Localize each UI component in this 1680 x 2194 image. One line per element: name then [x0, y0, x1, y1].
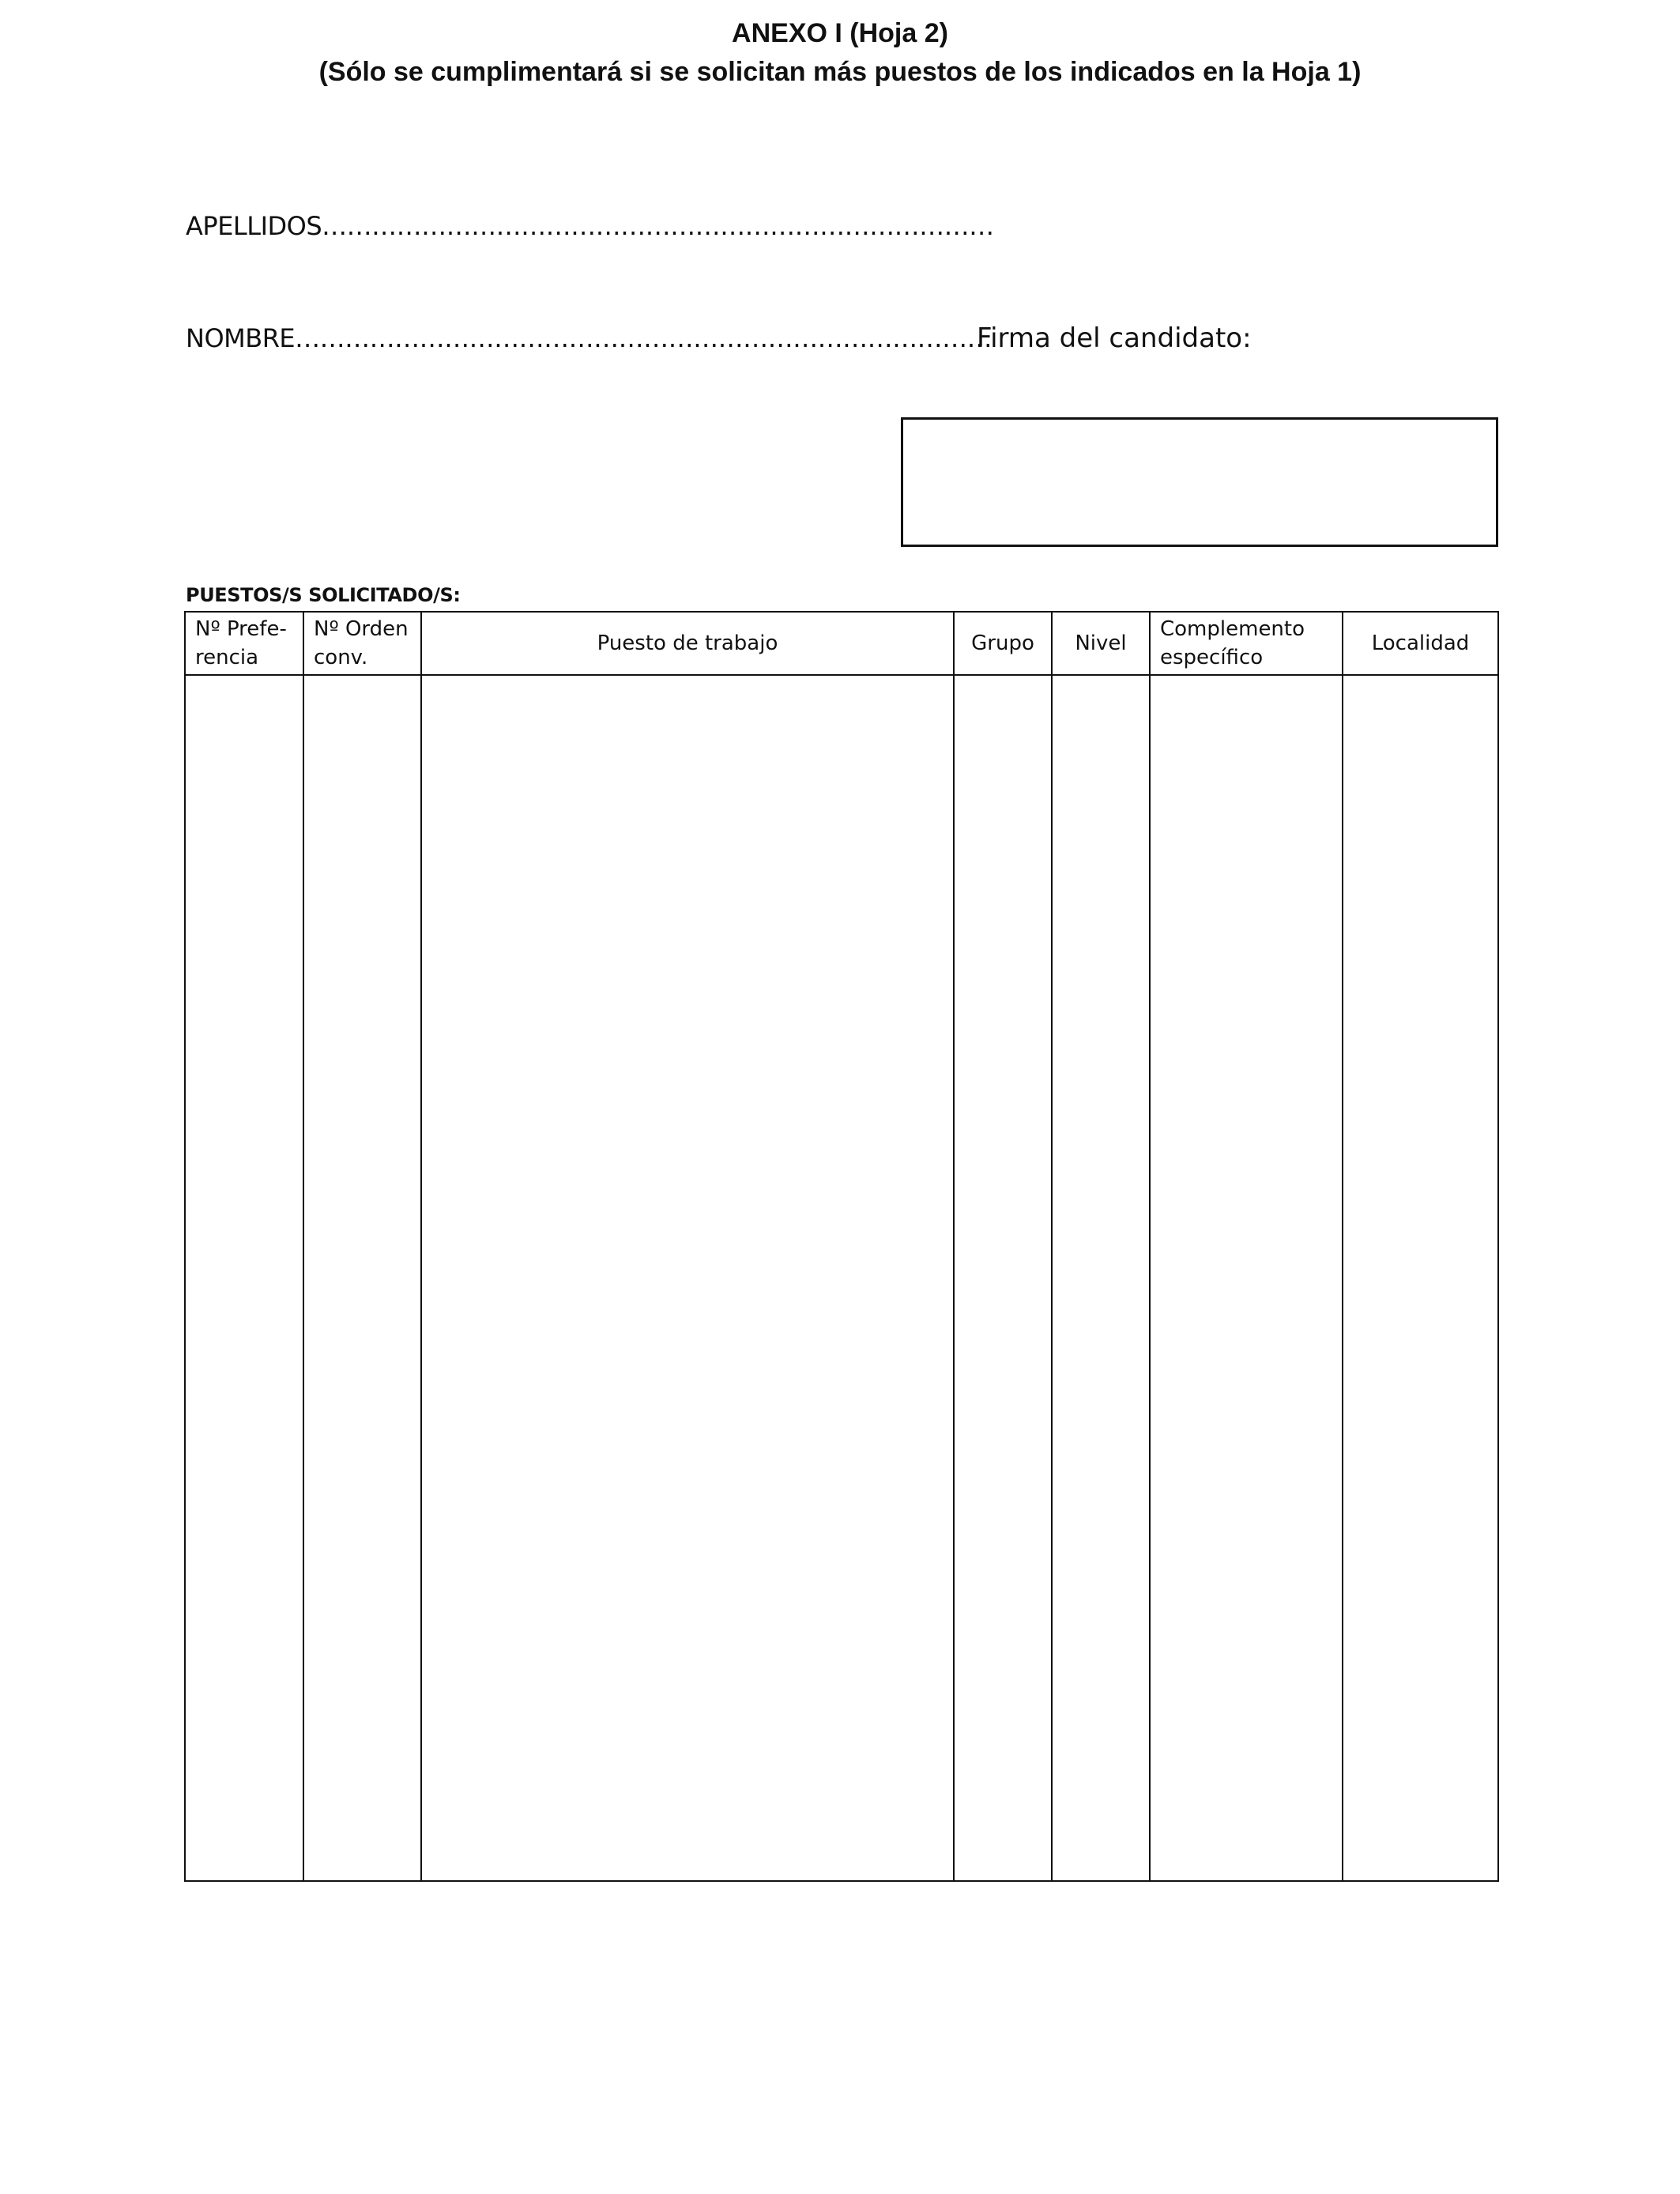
cell-puesto[interactable] — [421, 675, 954, 1881]
header-orden-line2: conv. — [314, 646, 368, 669]
positions-table — [184, 611, 1499, 1882]
table-header-row — [185, 612, 1498, 675]
apellidos-field[interactable]: APELLIDOS……………………………………………………………………… — [186, 211, 994, 241]
cell-complemento[interactable] — [1150, 675, 1343, 1881]
firma-label: Firma del candidato: — [977, 322, 1252, 354]
puestos-label: PUESTOS/S SOLICITADO/S: — [186, 584, 461, 606]
cell-orden[interactable] — [303, 675, 421, 1881]
header-orden — [303, 612, 421, 675]
header-nivel: Nivel — [1052, 612, 1150, 675]
header-complemento-line2: específico — [1160, 646, 1264, 669]
header-preferencia-line1: Nº Prefe- — [195, 617, 287, 641]
header-puesto: Puesto de trabajo — [421, 612, 954, 675]
table-row — [185, 675, 1498, 1881]
signature-box[interactable] — [901, 417, 1498, 547]
header-preferencia-line2: rencia — [195, 646, 259, 669]
document-subtitle: (Sólo se cumplimentará si se solicitan más puestos de los indicados en la Hoja 1) — [318, 57, 1362, 87]
header-grupo: Grupo — [954, 612, 1052, 675]
header-complemento-line1: Complemento — [1160, 617, 1305, 641]
cell-preferencia[interactable] — [185, 675, 303, 1881]
nombre-field[interactable]: NOMBRE………………………………………………………………………… — [186, 323, 993, 353]
header-preferencia — [185, 612, 303, 675]
header-localidad: Localidad — [1343, 612, 1498, 675]
header-complemento — [1150, 612, 1343, 675]
cell-grupo[interactable] — [954, 675, 1052, 1881]
document-title: ANEXO I (Hoja 2) — [732, 18, 948, 48]
header-orden-line1: Nº Orden — [314, 617, 409, 641]
cell-nivel[interactable] — [1052, 675, 1150, 1881]
cell-localidad[interactable] — [1343, 675, 1498, 1881]
